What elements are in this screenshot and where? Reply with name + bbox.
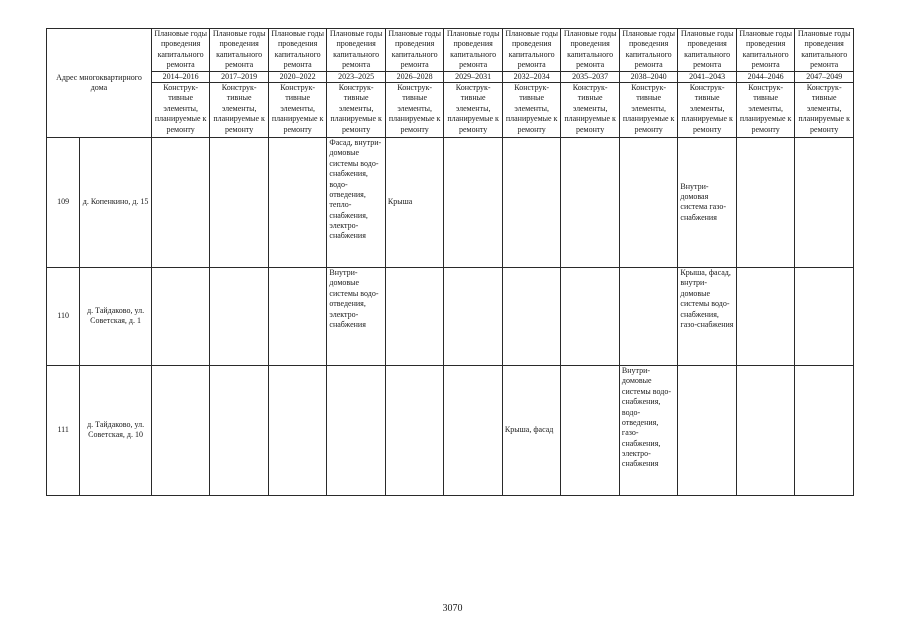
- repair-works-cell: [502, 137, 561, 267]
- repair-works-cell: Внутри-домовая система газо-снабжения: [678, 137, 737, 267]
- house-address: д. Тайдаково, ул. Советская, д. 10: [80, 365, 152, 495]
- row-number: 110: [47, 267, 80, 365]
- address-column-header: Адрес многоквартирного дома: [47, 29, 152, 138]
- repair-works-cell: [561, 365, 620, 495]
- period-header: 2038–2040: [619, 71, 678, 82]
- repair-works-cell: [502, 267, 561, 365]
- elements-header: Конструк-тивные элементы, планируемые к ремонту: [678, 82, 737, 137]
- table-row: [47, 365, 854, 495]
- elements-header: Конструк-тивные элементы, планируемые к ремонту: [268, 82, 327, 137]
- period-header: 2029–2031: [444, 71, 503, 82]
- table-row: [47, 267, 854, 365]
- repair-works-cell: [210, 137, 269, 267]
- repair-works-cell: Крыша: [385, 137, 444, 267]
- repair-works-cell: [795, 365, 854, 495]
- elements-header: Конструк-тивные элементы, планируемые к ремонту: [151, 82, 210, 137]
- repair-works-cell: [444, 365, 503, 495]
- house-address: д. Копенкино, д. 15: [80, 137, 152, 267]
- period-header: 2023–2025: [327, 71, 386, 82]
- plan-years-header: Плановые годы проведения капитального ремонта: [210, 29, 269, 72]
- period-header: 2041–2043: [678, 71, 737, 82]
- header-row-periods: [47, 71, 854, 82]
- plan-years-header: Плановые годы проведения капитального ремонта: [268, 29, 327, 72]
- plan-years-header: Плановые годы проведения капитального ремонта: [444, 29, 503, 72]
- plan-years-header: Плановые годы проведения капитального ремонта: [385, 29, 444, 72]
- repair-works-cell: Внутри-домовые системы водо-отведения, электро-снабжения: [327, 267, 386, 365]
- plan-years-header: Плановые годы проведения капитального ремонта: [736, 29, 795, 72]
- repair-works-cell: Внутри-домовые системы водо-снабжения, водо-отведения, газо-снабжения, электро-снабжения: [619, 365, 678, 495]
- repair-works-cell: [210, 365, 269, 495]
- row-number: 109: [47, 137, 80, 267]
- table-row: [47, 137, 854, 267]
- elements-header: Конструк-тивные элементы, планируемые к ремонту: [210, 82, 269, 137]
- repair-works-cell: [151, 267, 210, 365]
- plan-years-header: Плановые годы проведения капитального ремонта: [678, 29, 737, 72]
- repair-works-cell: [385, 365, 444, 495]
- repair-works-cell: [795, 137, 854, 267]
- repair-works-cell: [795, 267, 854, 365]
- period-header: 2047–2049: [795, 71, 854, 82]
- repair-works-cell: [561, 137, 620, 267]
- elements-header: Конструк-тивные элементы, планируемые к ремонту: [619, 82, 678, 137]
- elements-header: Конструк-тивные элементы, планируемые к ремонту: [444, 82, 503, 137]
- repair-works-cell: Крыша, фасад, внутри-домовые системы водо-снабжения, газо-снабжения: [678, 267, 737, 365]
- row-number: 111: [47, 365, 80, 495]
- repair-works-cell: [268, 137, 327, 267]
- repair-works-cell: [678, 365, 737, 495]
- repair-works-cell: [268, 267, 327, 365]
- plan-years-header: Плановые годы проведения капитального ремонта: [561, 29, 620, 72]
- period-header: 2014–2016: [151, 71, 210, 82]
- repair-works-cell: [210, 267, 269, 365]
- plan-years-header: Плановые годы проведения капитального ремонта: [151, 29, 210, 72]
- repair-works-cell: [385, 267, 444, 365]
- repair-works-cell: Фасад, внутри-домовые системы водо-снабжения, водо-отведения, тепло-снабжения, электро-снабжения: [327, 137, 386, 267]
- repair-works-cell: [736, 137, 795, 267]
- repair-works-cell: [736, 365, 795, 495]
- plan-years-header: Плановые годы проведения капитального ремонта: [502, 29, 561, 72]
- repair-works-cell: [327, 365, 386, 495]
- elements-header: Конструк-тивные элементы, планируемые к ремонту: [327, 82, 386, 137]
- elements-header: Конструк-тивные элементы, планируемые к ремонту: [561, 82, 620, 137]
- period-header: 2035–2037: [561, 71, 620, 82]
- period-header: 2020–2022: [268, 71, 327, 82]
- header-row-plan: [47, 29, 854, 72]
- header-row-elements: [47, 82, 854, 137]
- repair-works-cell: [736, 267, 795, 365]
- repair-works-cell: [268, 365, 327, 495]
- period-header: 2026–2028: [385, 71, 444, 82]
- capital-repair-plan-table: [46, 28, 854, 496]
- house-address: д. Тайдаково, ул. Советская, д. 1: [80, 267, 152, 365]
- plan-years-header: Плановые годы проведения капитального ремонта: [795, 29, 854, 72]
- elements-header: Конструк-тивные элементы, планируемые к ремонту: [385, 82, 444, 137]
- repair-works-cell: [444, 267, 503, 365]
- elements-header: Конструк-тивные элементы, планируемые к ремонту: [502, 82, 561, 137]
- elements-header: Конструк-тивные элементы, планируемые к ремонту: [795, 82, 854, 137]
- period-header: 2044–2046: [736, 71, 795, 82]
- period-header: 2017–2019: [210, 71, 269, 82]
- repair-works-cell: [444, 137, 503, 267]
- elements-header: Конструк-тивные элементы, планируемые к ремонту: [736, 82, 795, 137]
- period-header: 2032–2034: [502, 71, 561, 82]
- plan-years-header: Плановые годы проведения капитального ремонта: [327, 29, 386, 72]
- repair-works-cell: Крыша, фасад: [502, 365, 561, 495]
- page-number: 3070: [442, 603, 463, 614]
- repair-works-cell: [151, 365, 210, 495]
- plan-years-header: Плановые годы проведения капитального ремонта: [619, 29, 678, 72]
- repair-works-cell: [561, 267, 620, 365]
- repair-works-cell: [151, 137, 210, 267]
- repair-works-cell: [619, 137, 678, 267]
- repair-works-cell: [619, 267, 678, 365]
